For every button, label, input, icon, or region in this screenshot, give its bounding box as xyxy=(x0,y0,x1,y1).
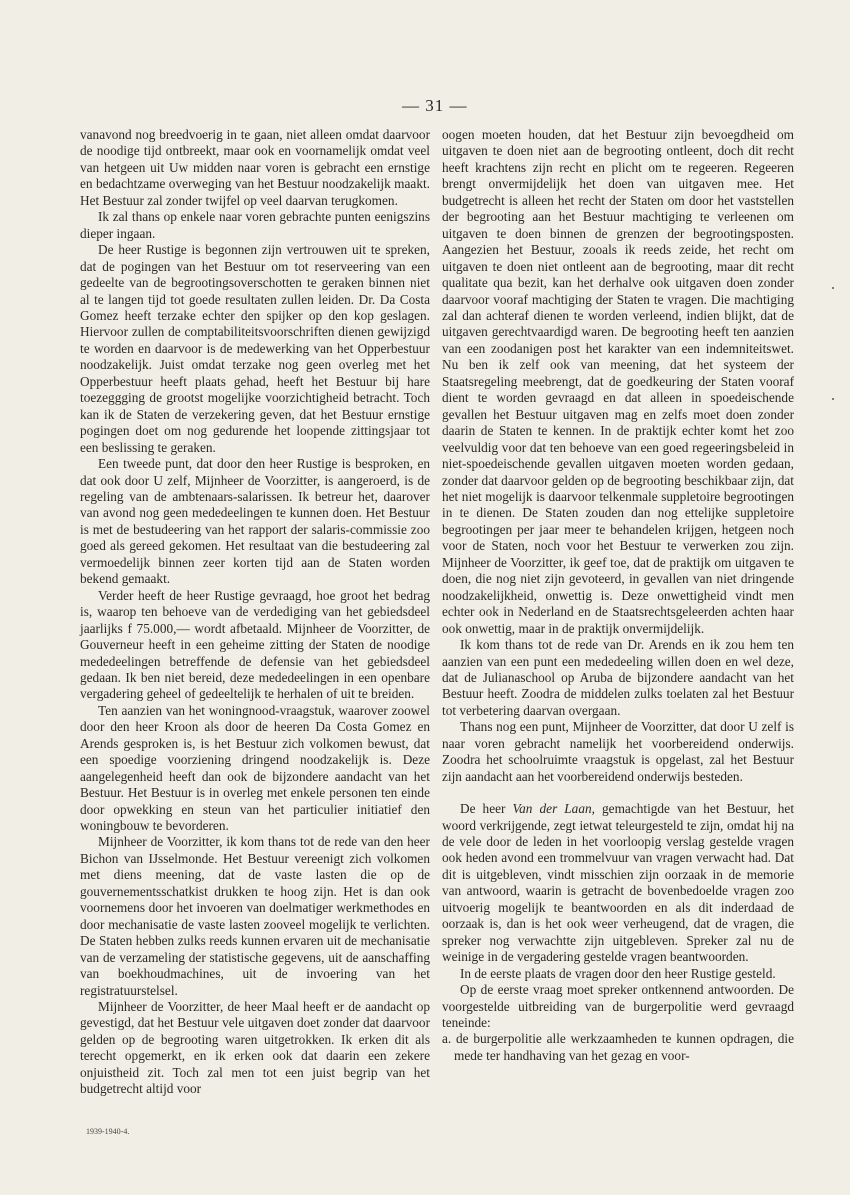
footer-mark: 1939-1940-4. xyxy=(86,1127,130,1136)
paragraph: Ik kom thans tot de rede van Dr. Arends en ik zou hem ten aanzien van een punt een mededeeling willen doen en wel deze, dat de Julianaschool op Aruba de bijzondere aandacht van het Bestuur heeft. Zoodra de middelen zulks toelaten zal het Bestuur tot verbetering daarvan overgaan. xyxy=(442,637,794,718)
speaker-intro: De heer xyxy=(460,801,506,817)
margin-dot xyxy=(832,287,834,289)
paragraph: oogen moeten houden, dat het Bestuur zijn bevoegdheid om uitgaven te doen niet aan de begrooting ontleent, doch dit recht heeft krachtens zijn recht en plicht om te regeeren. Regeeren brengt onvermijdelijk het doen van uitgaven mee. Het budgetrecht is alleen het recht der Staten om door het vaststellen der begrooting aan het Bestuur machtiging te verleenen om uitgaven te doen binnen de grenzen der begrootingsposten. Aangezien het Bestuur, zooals ik reeds zeide, het recht om uitgaven te doen niet ontleent aan de begrooting, maar dit recht qualitate qua bezit, kan het derhalve ook uitgaven doen zonder daarvoor vooraf machtiging der Staten te vragen. Die machtiging zal dan achteraf dienen te worden verleend, indien blijkt, dat de uitgaven gerechtvaardigd waren. De begrooting heeft ten aanzien van een zoodanigen post het karakter van een indemniteitswet. Nu ben ik zelf ook van meening, dat het systeem der Staatsregeling meebrengt, dat de goedkeuring der Staten vooraf dient te worden gevraagd en dat alleen in spoedeischende gevallen het Bestuur uitgaven mag en zelfs moet doen zonder daarin de Staten te kennen. In de praktijk echter komt het zoo veelvuldig voor dat ten behoeve van een goed regeeringsbeleid in niet-spoedeischende gevallen uitgaven moeten worden gedaan, zonder dat daarvoor gelden op de begrooting beschikbaar zijn, dat het niet mogelijk is daarvoor telkenmale suppletoire begrootingen in te dienen. De Staten zouden dan nog ettelijke suppletoire begrootingen per jaar meer te behandelen krijgen, hetgeen noch voor de Staten, noch voor het Bestuur te verwerken zou zijn. Mijnheer de Voorzitter, ik geef toe, dat de praktijk om uitgaven te doen, die nog niet zijn gevoteerd, in gevallen van niet dringende noodzakelijkheid, onwettig is. Deze onwettigheid vindt men echter ook in Nederland en de Staatsrechtsgeleerden achten haar ook onwettig, maar in de praktijk onvermijdelijk. xyxy=(442,127,794,636)
answer-list xyxy=(442,1031,794,1064)
speaker-text: gemachtigde van het Bestuur, het woord verkrijgende, zegt ietwat teleurgesteld te zijn, omdat hij na de vele door de leden in het voorloopig verslag gestelde vragen ook heden avond een trommelvuur van vragen verwacht had. Dat dit is uitgebleven, vindt misschien zijn oorzaak in de memorie van antwoord, waarin is getracht de bovenbedoelde vragen zoo uitvoerig mogelijk te beantwoorden en als dit inderdaad de oorzaak is, dan is het ook weer verheugend, dat de vragen, die spreker nog verwachtte zijn uitgebleven. Spreker zal nu de weinige in de vergadering gestelde vragen beantwoorden. xyxy=(442,801,795,965)
paragraph: Een tweede punt, dat door den heer Rustige is besproken, en dat ook door U zelf, Mijnheer de Voorzitter, is aangeroerd, is de regeling van de ambtenaars-salarissen. Ik betreur het, daarover van avond nog geen mededeelingen te kunnen doen. Het Bestuur is met de bestudeering van het rapport der salaris-commissie zoo goed als gereed gekomen. Het resultaat van die bestudeering zal vermoedelijk binnen zeer korten tijd aan de Staten worden bekend gemaakt. xyxy=(80,456,430,587)
paragraph: Mijnheer de Voorzitter, de heer Maal heeft er de aandacht op gevestigd, dat het Bestuur vele uitgaven doet zonder dat daarvoor gelden op de begrooting waren uitgetrokken. Ik erken dit als terecht opgemerkt, en ik erken ook dat daarin een zekere onjuistheid zit. Toch zal men tot een juist begrip van het budgetrecht altijd voor xyxy=(80,999,430,1097)
left-column xyxy=(80,127,430,1098)
margin-dot xyxy=(832,398,834,400)
right-column xyxy=(442,127,794,1064)
paragraph: De heer Rustige is begonnen zijn vertrouwen uit te spreken, dat de pogingen van het Bestuur om tot reserveering van een gedeelte van de begrootingsoverschotten te geraken binnen niet al te langen tijd tot goede resultaten zullen leiden. Dr. Da Costa Gomez heeft terzake echter den spijker op den kop geslagen. Hiervoor zullen de comptabiliteitsvoorschriften dienen gewijzigd te worden en daarvoor is de medewerking van het Opperbestuur noodzakelijk. Juist omdat terzake nog geen overleg met het Opperbestuur heeft plaats gehad, heeft het Bestuur bij hare toezeggging de grootst mogelijke voorzichtigheid betracht. Toch kan ik de Staten de verzekering geven, dat het Bestuur ernstige pogingen doet om nog gedurende het loopende zittingsjaar tot een beslissing te geraken. xyxy=(80,242,430,455)
paragraph: Ik zal thans op enkele naar voren gebrachte punten eenigszins dieper ingaan. xyxy=(80,209,430,241)
paragraph: In de eerste plaats de vragen door den heer Rustige gesteld. xyxy=(460,965,776,981)
page-number: — 31 — xyxy=(402,96,468,115)
speaker-paragraph xyxy=(442,801,794,966)
speaker-name: Van der Laan, xyxy=(512,801,595,817)
paragraph: Thans nog een punt, Mijnheer de Voorzitter, dat door U zelf is naar voren gebracht namelijk het voorbereidend onderwijs. Zoodra het schoolruimte vraagstuk is opgelast, zal het Bestuur zijn aandacht aan het voorbereidend onderwijs besteden. xyxy=(442,719,794,784)
list-item: a. de burgerpolitie alle werkzaamheden te kunnen opdragen, die mede ter handhaving van het gezag en voor- xyxy=(442,1031,794,1063)
paragraph: Ten aanzien van het woningnood-vraagstuk, waarover zoowel door den heer Kroon als door de heeren Da Costa Gomez en Arends gesproken is, is het Bestuur zich volkomen bewust, dat een spoedige voorziening dringend noodzakelijk is. Deze aangelegenheid heeft dan ook de bijzondere aandacht van het Bestuur. Het Bestuur is in overleg met enkele personen ten einde door opwekking en steun van het particulier initiatief den woningbouw te bevorderen. xyxy=(80,702,430,834)
paragraph: vanavond nog breedvoerig in te gaan, niet alleen omdat daarvoor de noodige tijd ontbreekt, maar ook en voornamelijk omdat veel van hetgeen uit Uw midden naar voren is gebracht een ernstige en bedachtzame overweging van het Bestuur noodzakelijk maakt. Het Bestuur zal zonder twijfel op veel daarvan terugkomen. xyxy=(80,127,430,208)
paragraph: Mijnheer de Voorzitter, ik kom thans tot de rede van den heer Bichon van IJsselmonde. Het Bestuur vereenigt zich volkomen met diens meening, dat de vaste lasten die op de gouvernementsschatkist drukken te hoog zijn. Het is dan ook voornemens door het invoeren van doelmatiger werkmethodes en door mechanisatie de vaste lasten zooveel mogelijk te verlichten. De Staten hebben zulks reeds kunnen ervaren uit de mechanisatie van de verzameling der statistische gegevens, uit de aanschaffing van boekhoudmachines, uit de invoering van het registratuurstelsel. xyxy=(80,834,430,998)
paragraph: Verder heeft de heer Rustige gevraagd, hoe groot het bedrag is, waarop ten behoeve van de verdediging van het gebiedsdeel jaarlijks f 75.000,— wordt afbetaald. Mijnheer de Voorzitter, de Gouverneur heeft in een geheime zitting der Staten de noodige mededeelingen betreffende de defensie van het gebiedsdeel gedaan. Ik ben niet bereid, deze mededeelingen in een openbare vergadering geheel of gedeeltelijk te herhalen of uit te breiden. xyxy=(80,587,430,702)
paragraph: Op de eerste vraag moet spreker ontkennend antwoorden. De voorgestelde uitbreiding van de burgerpolitie werd gevraagd teneinde: xyxy=(442,982,794,1031)
